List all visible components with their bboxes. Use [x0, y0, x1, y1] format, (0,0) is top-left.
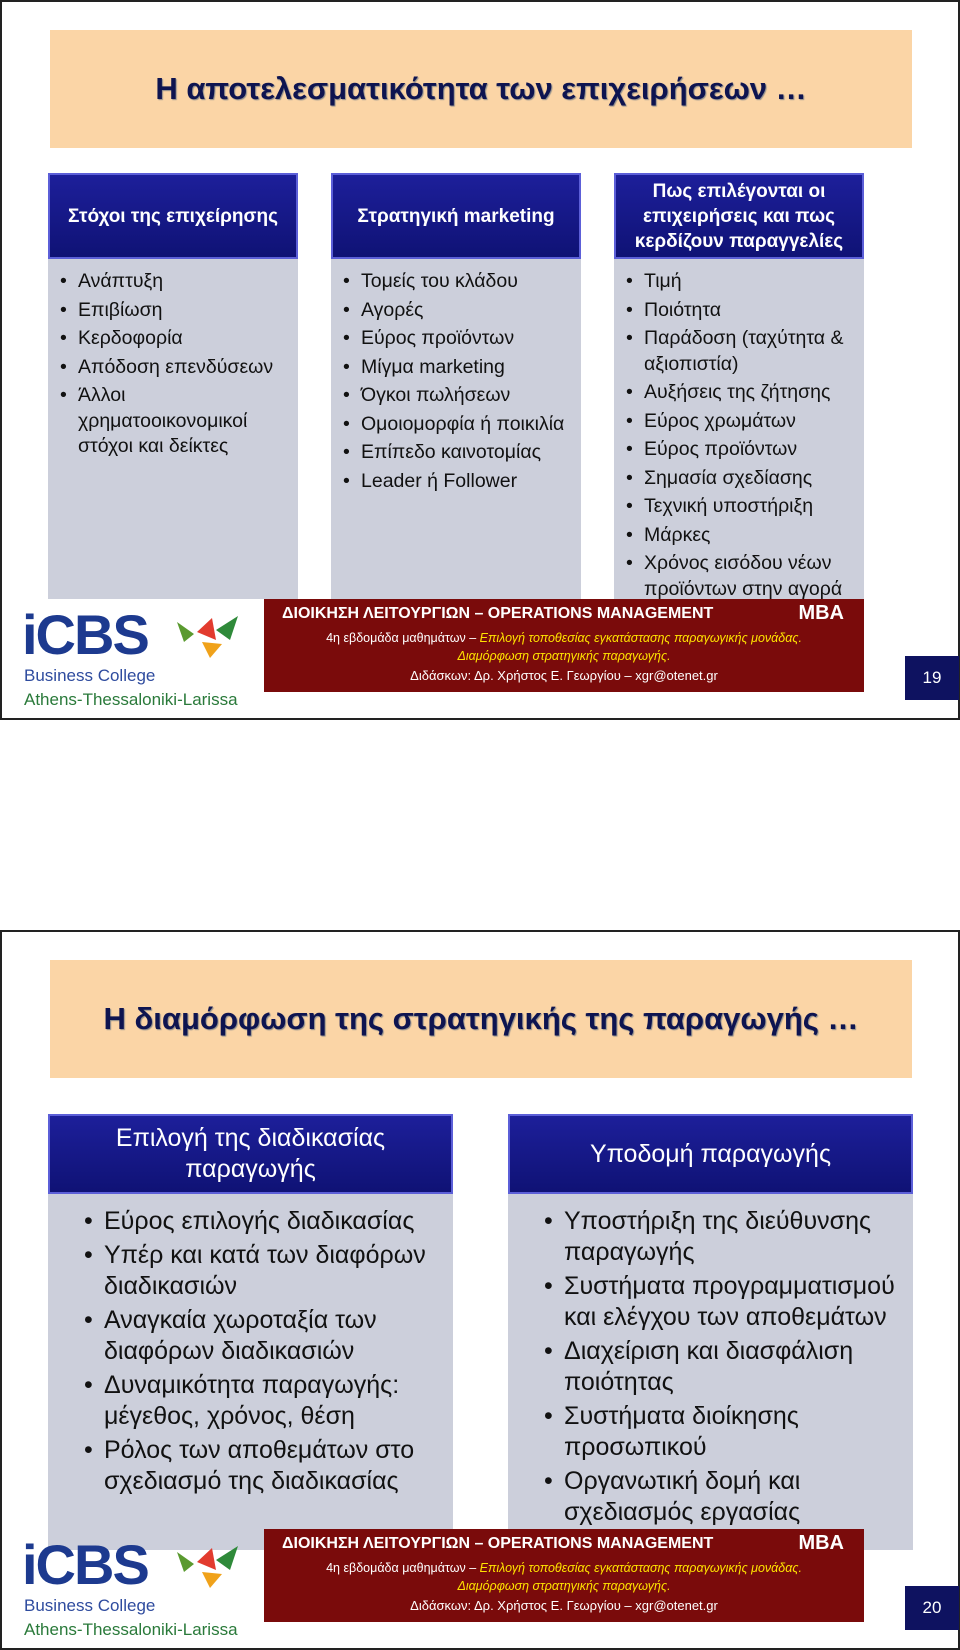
list-item: • Όγκοι πωλήσεων — [343, 383, 571, 409]
bullet-list — [84, 1206, 441, 1497]
column-business-goals — [48, 173, 298, 599]
topic-1: Επιλογή τοποθεσίας εγκατάστασης παραγωγικής μονάδας. — [479, 631, 802, 645]
page-number: 20 — [905, 1586, 959, 1630]
slide-19 — [0, 0, 960, 720]
title-band — [50, 30, 912, 148]
icbs-logo — [22, 1530, 252, 1650]
slide-20 — [0, 930, 960, 1650]
list-item: • Αγορές — [343, 298, 571, 324]
list-item: • Ποιότητα — [626, 298, 860, 324]
course-footer — [264, 599, 864, 692]
logo-line2: Athens-Thessaloniki-Larissa — [24, 1620, 238, 1639]
list-item: • Δυναμικότητα παραγωγής: μέγεθος, χρόνος, θέση — [84, 1370, 441, 1432]
list-item: • Οργανωτική δομή και σχεδιασμός εργασίας — [544, 1466, 901, 1528]
list-item: • Απόδοση επενδύσεων — [60, 355, 288, 381]
list-item: • Ομοιομορφία ή ποικιλία — [343, 412, 571, 438]
week-label: 4η εβδομάδα μαθημάτων – — [326, 631, 477, 645]
program-label: MBA — [798, 602, 844, 624]
instructor-line: Διδάσκων: Δρ. Χρήστος Ε. Γεωργίου – xgr@otenet.gr — [410, 668, 718, 683]
course-title: ΔΙΟΙΚΗΣΗ ΛΕΙΤΟΥΡΓΙΩΝ – OPERATIONS MANAGEMENT — [282, 605, 714, 622]
column-marketing-strategy — [331, 173, 581, 599]
column-body — [331, 259, 581, 599]
list-item: • Μίγμα marketing — [343, 355, 571, 381]
column-header: Υποδομή παραγωγής — [508, 1114, 913, 1194]
leaf-icon — [172, 610, 242, 660]
bullet-list — [60, 269, 288, 460]
list-item: • Χρόνος εισόδου νέων προϊόντων στην αγορά — [626, 551, 860, 602]
logo-line1: Business College — [24, 1596, 156, 1615]
list-item: • Επίπεδο καινοτομίας — [343, 440, 571, 466]
logo-line2: Athens-Thessaloniki-Larissa — [24, 690, 238, 709]
list-item: • Ανάπτυξη — [60, 269, 288, 295]
page-number: 19 — [905, 656, 959, 700]
list-item: • Κερδοφορία — [60, 326, 288, 352]
topic-1: Επιλογή τοποθεσίας εγκατάστασης παραγωγικής μονάδας. — [479, 1561, 802, 1575]
column-production-infrastructure — [508, 1114, 913, 1550]
list-item: • Leader ή Follower — [343, 469, 571, 495]
week-label: 4η εβδομάδα μαθημάτων – — [326, 1561, 477, 1575]
column-body — [48, 259, 298, 599]
leaf-icon — [172, 1540, 242, 1590]
logo-brand: iCBS — [22, 1533, 148, 1596]
list-item: • Άλλοι χρηματοοικονομικοί στόχοι και δείκτες — [60, 383, 288, 460]
list-item: • Αναγκαία χωροταξία των διαφόρων διαδικασιών — [84, 1305, 441, 1367]
list-item: • Επιβίωση — [60, 298, 288, 324]
course-title: ΔΙΟΙΚΗΣΗ ΛΕΙΤΟΥΡΓΙΩΝ – OPERATIONS MANAGEMENT — [282, 1535, 714, 1552]
column-body — [48, 1194, 453, 1550]
week-topic-line — [264, 631, 864, 645]
list-item: • Τομείς του κλάδου — [343, 269, 571, 295]
list-item: • Εύρος χρωμάτων — [626, 409, 860, 435]
list-item: • Παράδοση (ταχύτητα & αξιοπιστία) — [626, 326, 860, 377]
bullet-list — [626, 269, 860, 602]
column-header: Επιλογή της διαδικασίας παραγωγής — [48, 1114, 453, 1194]
list-item: • Τιμή — [626, 269, 860, 295]
title-band — [50, 960, 912, 1078]
list-item: • Υποστήριξη της διεύθυνσης παραγωγής — [544, 1206, 901, 1268]
week-topic-line — [264, 1561, 864, 1575]
column-order-winners — [614, 173, 864, 599]
column-header: Στρατηγική marketing — [331, 173, 581, 259]
logo-line1: Business College — [24, 666, 156, 685]
list-item: • Εύρος επιλογής διαδικασίας — [84, 1206, 441, 1237]
course-footer — [264, 1529, 864, 1622]
slide-title: Η διαμόρφωση της στρατηγικής της παραγωγής … — [103, 1001, 859, 1036]
list-item: • Μάρκες — [626, 523, 860, 549]
icbs-logo — [22, 600, 252, 720]
list-item: • Συστήματα προγραμματισμού και ελέγχου των αποθεμάτων — [544, 1271, 901, 1333]
column-header: Στόχοι της επιχείρησης — [48, 173, 298, 259]
list-item: • Αυξήσεις της ζήτησης — [626, 380, 860, 406]
column-header: Πως επιλέγονται οι επιχειρήσεις και πως κερδίζουν παραγγελίες — [614, 173, 864, 259]
slide-title: Η αποτελεσματικότητα των επιχειρήσεων … — [155, 71, 807, 106]
list-item: • Συστήματα διοίκησης προσωπικού — [544, 1401, 901, 1463]
bullet-list — [343, 269, 571, 494]
topic-2: Διαμόρφωση στρατηγικής παραγωγής. — [457, 1579, 671, 1593]
topic-2: Διαμόρφωση στρατηγικής παραγωγής. — [457, 649, 671, 663]
list-item: • Σημασία σχεδίασης — [626, 466, 860, 492]
list-item: • Εύρος προϊόντων — [626, 437, 860, 463]
list-item: • Διαχείριση και διασφάλιση ποιότητας — [544, 1336, 901, 1398]
column-body — [508, 1194, 913, 1550]
column-process-choice — [48, 1114, 453, 1550]
list-item: • Υπέρ και κατά των διαφόρων διαδικασιών — [84, 1240, 441, 1302]
bullet-list — [544, 1206, 901, 1528]
instructor-line: Διδάσκων: Δρ. Χρήστος Ε. Γεωργίου – xgr@otenet.gr — [410, 1598, 718, 1613]
logo-brand: iCBS — [22, 603, 148, 666]
list-item: • Εύρος προϊόντων — [343, 326, 571, 352]
column-body — [614, 259, 864, 599]
program-label: MBA — [798, 1532, 844, 1554]
list-item: • Τεχνική υποστήριξη — [626, 494, 860, 520]
list-item: • Ρόλος των αποθεμάτων στο σχεδιασμό της διαδικασίας — [84, 1435, 441, 1497]
